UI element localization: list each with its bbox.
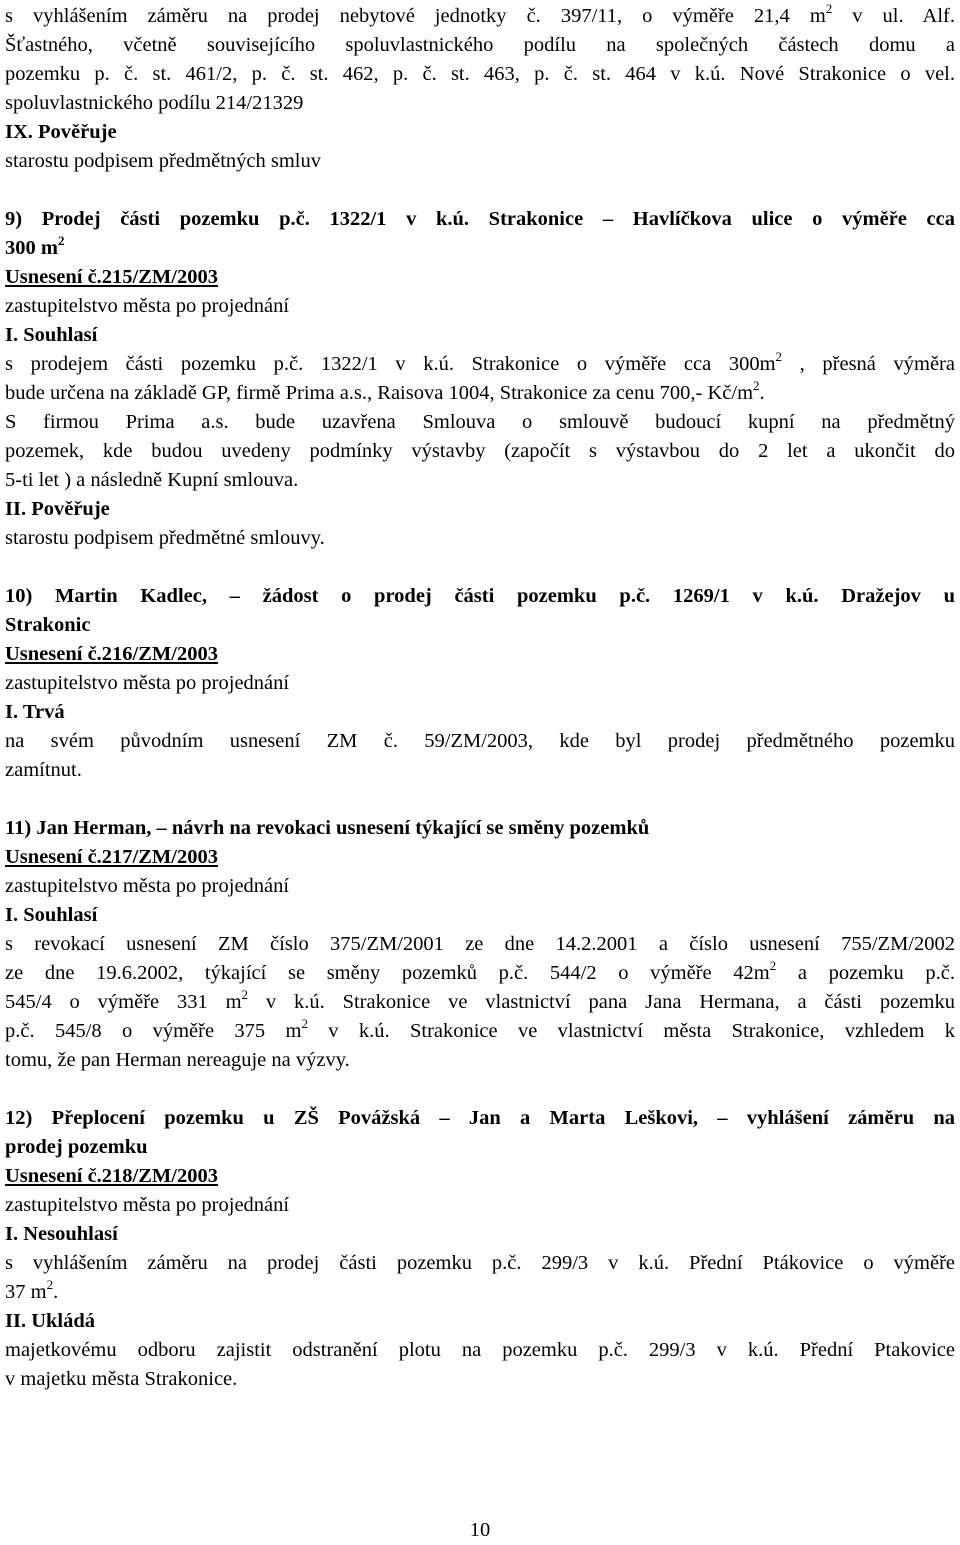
resolution-number: Usnesení č.218/ZM/2003 [5,1165,218,1187]
paragraph-line: Šťastného, včetně souvisejícího spoluvlastnického podílu na společných částech domu a [5,34,955,56]
item-title: 10) Martin Kadlec, – žádost o prodej části pozemku p.č. 1269/1 v k.ú. Dražejov u [5,585,955,607]
section-item-11 [5,814,955,1075]
item-title: 300 $m^2$ [5,233,65,259]
paragraph-line: starostu podpisem předmětné smlouvy. [5,527,325,549]
paragraph-line: bude určena na základě GP, firmě Prima a.s., Raisova 1004, Strakonice za cenu 700,- $Kč/m^2$. [5,378,765,404]
clause-heading: I. Souhlasí [5,324,98,346]
paragraph-line: s vyhlášením záměru na prodej nebytové jednotky č. 397/11, o výměře 21,4 $m^2$ v ul. Alf. [5,1,955,27]
resolution-number: Usnesení č.217/ZM/2003 [5,846,218,868]
spacer [5,785,955,814]
paragraph-line: na svém původním usnesení ZM č. 59/ZM/2003, kde byl prodej předmětného pozemku [5,730,955,752]
spacer [5,553,955,582]
paragraph-line: starostu podpisem předmětných smluv [5,150,321,172]
resolution-number: Usnesení č.216/ZM/2003 [5,643,218,665]
item-title: 9) Prodej části pozemku p.č. 1322/1 v k.ú. Strakonice – Havlíčkova ulice o výměře cca [5,208,955,230]
clause-heading: II. Pověřuje [5,498,110,520]
paragraph-line: S firmou Prima a.s. bude uzavřena Smlouva o smlouvě budoucí kupní na předmětný [5,411,955,433]
paragraph-line: tomu, že pan Herman nereaguje na výzvy. [5,1049,350,1071]
spacer [5,176,955,205]
section-item-12 [5,1104,955,1394]
paragraph-line: 545/4 o výměře 331 $m^2$ v k.ú. Strakonice ve vlastnictví pana Jana Hermana, a části pozemku [5,987,955,1013]
paragraph-line: s revokací usnesení ZM číslo 375/ZM/2001 ze dne 14.2.2001 a číslo usnesení 755/ZM/2002 [5,933,955,955]
item-title: 11) Jan Herman, – návrh na revokaci usnesení týkající se směny pozemků [5,817,650,839]
resolution-intro: zastupitelstvo města po projednání [5,875,290,897]
paragraph-line: p.č. 545/8 o výměře 375 $m^2$ v k.ú. Strakonice ve vlastnictví města Strakonice, vzhledem k [5,1016,955,1042]
item-title: 12) Přeplocení pozemku u ZŠ Povážská – Jan a Marta Leškovi, – vyhlášení záměru na [5,1107,955,1129]
resolution-number: Usnesení č.215/ZM/2003 [5,266,218,288]
clause-heading: IX. Pověřuje [5,121,117,143]
clause-heading: I. Trvá [5,701,65,723]
item-title: Strakonic [5,614,91,636]
spacer [5,1075,955,1104]
paragraph-line: pozemek, kde budou uvedeny podmínky výstavby (započít s výstavbou do 2 let a ukončit do [5,440,955,462]
clause-heading: I. Nesouhlasí [5,1223,118,1245]
paragraph-line: pozemku p. č. st. 461/2, p. č. st. 462, p. č. st. 463, p. č. st. 464 v k.ú. Nové Strakonice o vel. [5,63,955,85]
paragraph-line: spoluvlastnického podílu 214/21329 [5,92,304,114]
page-number: 10 [469,1519,491,1541]
section-previous-continuation [5,2,955,176]
resolution-intro: zastupitelstvo města po projednání [5,1194,290,1216]
resolution-intro: zastupitelstvo města po projednání [5,672,290,694]
paragraph-line: ze dne 19.6.2002, týkající se směny pozemků p.č. 544/2 o výměře $42m^2$ a pozemku p.č. [5,958,955,984]
paragraph-line: majetkovému odboru zajistit odstranění plotu na pozemku p.č. 299/3 v k.ú. Přední Ptakovice [5,1339,955,1361]
clause-heading: I. Souhlasí [5,904,98,926]
document-page [5,2,955,1394]
clause-heading: II. Ukládá [5,1310,96,1332]
paragraph-line: s vyhlášením záměru na prodej části pozemku p.č. 299/3 v k.ú. Přední Ptákovice o výměře [5,1252,955,1274]
section-item-9 [5,205,955,553]
paragraph-line: s prodejem části pozemku p.č. 1322/1 v k.ú. Strakonice o výměře cca $300m^2$ , přesná výměra [5,349,955,375]
section-item-10 [5,582,955,785]
paragraph-line: 37 $m^2$. [5,1277,59,1303]
paragraph-line: 5-ti let ) a následně Kupní smlouva. [5,469,299,491]
paragraph-line: v majetku města Strakonice. [5,1368,238,1390]
paragraph-line: zamítnut. [5,759,82,781]
item-title: prodej pozemku [5,1136,148,1158]
resolution-intro: zastupitelstvo města po projednání [5,295,290,317]
